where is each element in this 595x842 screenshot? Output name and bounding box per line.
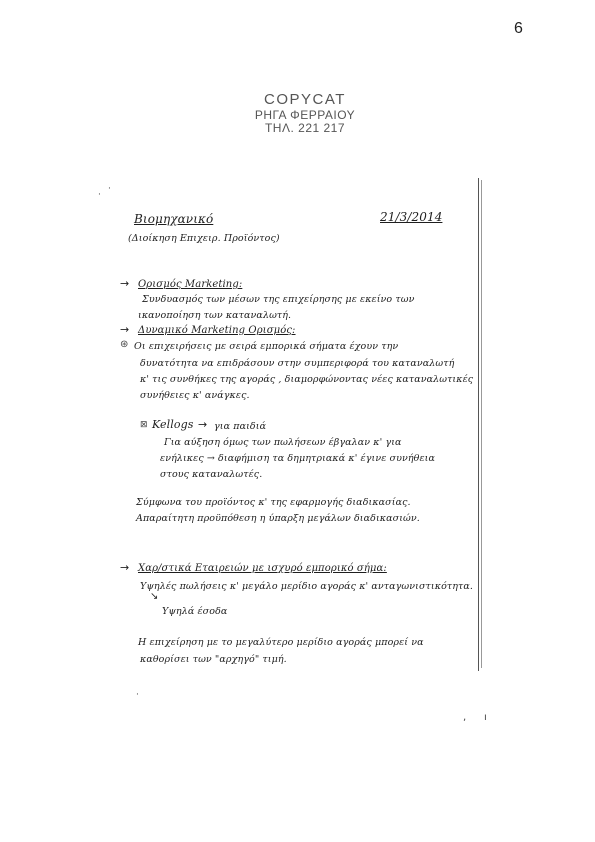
arrow-icon: → [120,323,130,336]
section-heading: Ορισμός Marketing: [138,279,243,290]
bullet-mark-icon: ⊠ [140,420,148,430]
stamp-name: COPYCAT [264,91,346,108]
note-title: Βιομηχανικό [134,212,214,226]
bullet-mark-icon: ⊛ [120,339,129,350]
arrow-icon: → [120,277,130,290]
arrow-icon: → [198,418,208,431]
note-line: ενήλικες → διαφήμιση τα δημητριακά κ' έγινε συνήθεια [160,453,436,464]
note-line: Απαραίτητη προϋπόθεση η ύπαρξη μεγάλων διαδικασιών. [136,513,420,524]
stray-mark: ı [484,712,487,723]
kellogs-brand: Kellogs [152,418,194,431]
note-line: Για αύξηση όμως των πωλήσεων έβγαλαν κ' για [164,437,402,448]
note-line: ικανοποίηση των καταναλωτή. [138,310,292,321]
arrow-icon: → [120,561,130,574]
stamp-address: ΡΗΓΑ ΦΕΡΡΑΙΟΥ [254,107,356,122]
stamp-phone: ΤΗΛ. 221 217 [264,121,346,136]
margin-line [481,180,482,668]
kellogs-tail: για παιδιά [214,421,267,432]
note-line: κ' τις συνθήκες της αγοράς , διαμορφώνοντας νέες καταναλωτικές [140,374,474,385]
arrow-down-icon: ↘ [150,591,159,602]
note-subtitle: (Διοίκηση Επιχειρ. Προϊόντος) [128,233,280,244]
stray-mark: · [136,690,139,700]
stray-mark: · [98,190,101,200]
note-line: στους καταναλωτές. [160,469,263,480]
note-date: 21/3/2014 [380,210,443,224]
note-line: Οι επιχειρήσεις με σειρά εμπορικά σήματα έχουν την [134,341,399,352]
section-heading: Δυναμικό Marketing Ορισμός: [138,325,296,336]
copycat-stamp [220,92,390,136]
note-line: Η επιχείρηση με το μεγαλύτερο μερίδιο αγοράς μπορεί να [138,637,424,648]
note-line: καθορίσει των "αρχηγό" τιμή. [140,654,287,665]
note-line: δυνατότητα να επιδράσουν στην συμπεριφορά του καταναλωτή [140,358,455,369]
note-line: Σύμφωνα του προϊόντος κ' της εφαρμογής διαδικασίας. [136,497,411,508]
stray-mark: , [463,712,467,723]
note-line: Συνδυασμός των μέσων της επιχείρησης με εκείνο των [142,294,415,305]
note-line: Υψηλές πωλήσεις κ' μεγάλο μερίδιο αγοράς κ' ανταγωνιστικότητα. [140,581,474,592]
page-number: 6 [514,20,523,37]
margin-line [478,178,479,671]
section-heading: Χαρ/στικά Εταιρειών με ισχυρό εμπορικό σήμα: [138,563,387,574]
stray-mark: · [108,184,111,194]
note-line: συνήθειες κ' ανάγκες. [140,390,250,401]
note-line: Υψηλά έσοδα [162,606,228,617]
